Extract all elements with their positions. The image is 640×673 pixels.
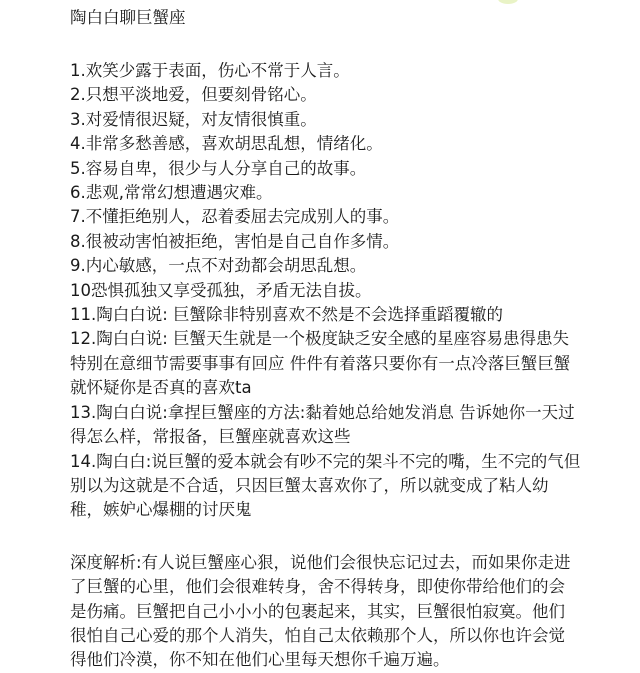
text-line: 稚，嫉妒心爆棚的讨厌鬼	[70, 500, 252, 520]
trait-list	[70, 59, 630, 523]
text-line: 2.只想平淡地爱，但要刻骨铭心。	[70, 85, 317, 105]
article-title: 陶白白聊巨蟹座	[70, 8, 186, 27]
analysis-line: 了巨蟹的心里，他们会很难转身，舍不得转身，即使你带给他们的会	[70, 577, 565, 597]
text-line: 14.陶白白:说巨蟹的爱本就会有吵不完的架斗不完的嘴，生不完的气但	[70, 451, 581, 471]
text-line: 7.不懂拒绝别人，忍着委屈去完成别人的事。	[70, 207, 400, 227]
text-line: 12.陶白白说: 巨蟹天生就是一个极度缺乏安全感的星座容易患得患失	[70, 329, 570, 349]
text-line: 6.悲观,常常幻想遭遇灾难。	[70, 183, 273, 203]
text-line: 8.很被动害怕被拒绝，害怕是自己自作多情。	[70, 231, 400, 251]
analysis-line: 是伤痛。巨蟹把自己小小小的包裹起来，其实，巨蟹很怕寂寞。他们	[70, 601, 565, 621]
text-line: 4.非常多愁善感，喜欢胡思乱想，情绪化。	[70, 134, 383, 154]
analysis-paragraph	[70, 551, 630, 673]
text-line: 别以为这就是不合适，只因巨蟹太喜欢你了，所以就变成了粘人幼	[70, 475, 549, 495]
text-line: 11.陶白白说: 巨蟹除非特别喜欢不然是不会选择重蹈覆辙的	[70, 305, 504, 325]
text-line: 特别在意细节需要事事有回应 件件有着落只要你有一点冷落巨蟹巨蟹	[70, 353, 571, 373]
analysis-line: 很怕自己心爱的那个人消失，怕自己太依赖那个人，所以你也许会觉	[70, 625, 565, 645]
text-line: 13.陶白白说:拿捏巨蟹座的方法:黏着她总给她发消息 告诉她你一天过	[70, 402, 575, 422]
text-line: 1.欢笑少露于表面，伤心不常于人言。	[70, 61, 350, 80]
title-spacer	[70, 30, 630, 59]
text-line: 9.内心敏感，一点不对劲都会胡思乱想。	[70, 256, 367, 276]
analysis-line: 得他们冷漠，你不知在他们心里每天想你千遍万遍。	[70, 650, 450, 670]
analysis-spacer	[70, 523, 630, 551]
text-line: 10恐惧孤独又享受孤独，矛盾无法自拔。	[70, 280, 372, 300]
text-line: 就怀疑你是否真的喜欢ta	[70, 378, 252, 398]
article	[70, 6, 630, 673]
text-line: 5.容易自卑，很少与人分享自己的故事。	[70, 158, 367, 178]
top-edge-decoration	[498, 0, 518, 4]
analysis-line: 深度解析:有人说巨蟹座心狠，说他们会很快忘记过去，而如果你走进	[70, 552, 571, 572]
text-line: 得怎么样，常报备，巨蟹座就喜欢这些	[70, 427, 351, 447]
text-line: 3.对爱情很迟疑，对友情很慎重。	[70, 109, 317, 129]
